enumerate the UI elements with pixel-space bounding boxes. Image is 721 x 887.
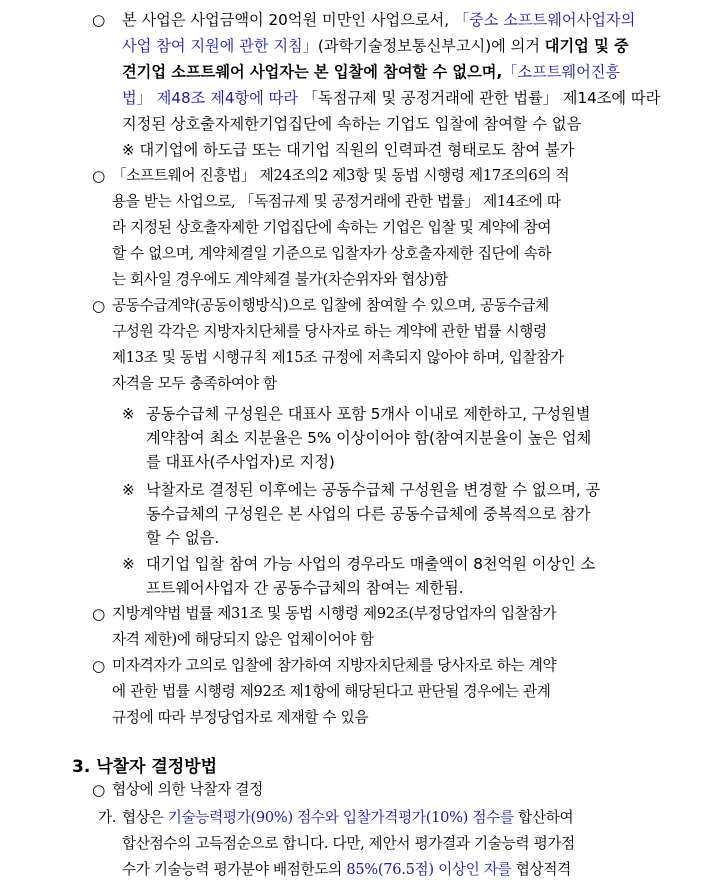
bullet-1-line-5: [122, 114, 581, 134]
bullet-1-note: ※ 대기업에 하도급 또는 대기업 직원의 인력파견 형태로도 참여 불가: [122, 141, 575, 159]
text-run: 협상은: [122, 809, 168, 826]
section-heading: 3. 낙찰자 결정방법: [72, 757, 218, 777]
bullet-5-line-1: 미자격자가 고의로 입찰에 참가하여 지방자치단체를 당사자로 하는 계약: [112, 657, 557, 674]
text-run: 「중소 소프트웨어사업자의: [453, 11, 636, 29]
text-run: 「독점규제 및 공정거래에 관한 법률」 제14조에 따라: [298, 89, 661, 107]
note-marker: ※: [122, 405, 135, 423]
bullet-3-line-2: 구성원 각각은 지방자치단체를 당사자로 하는 계약에 관한 법률 시행령: [112, 323, 547, 340]
bullet-4-line-1: 지방계약법 법률 제31조 및 동법 시행령 제92조(부정당업자의 입찰참가: [112, 605, 557, 622]
bullet-2-line-3: 라 지정된 상호출자제한 기업집단에 속하는 기업은 입찰 및 계약에 참여: [112, 219, 552, 236]
bullet-2-line-5: 는 회사일 경우에도 계약체결 불가(차순위자와 협상)함: [112, 271, 449, 288]
bullet-1-line-4: [122, 88, 660, 108]
text-run: 85%(76.5점) 이상인 자를: [346, 861, 512, 878]
text-run: 대기업 및 중: [544, 37, 629, 55]
note-2-line-2: 동수급체의 구성원은 본 사업의 다른 공동수급체에 중복적으로 참가: [146, 505, 591, 523]
bullet-2-line-2: 용을 받는 사업으로, 「독점규제 및 공정거래에 관한 법률」 제14조에 따: [112, 193, 561, 210]
note-3-line-2: 프트웨어사업자 간 공동수급체의 참여는 제한됨.: [146, 579, 464, 597]
bullet-marker: ○: [92, 11, 106, 29]
note-1-line-2: 계약참여 최소 지분율은 5% 이상이어야 함(참여지분율이 높은 업체: [146, 429, 592, 447]
text-run: (과학기술정보통신부고시)에 의거: [317, 37, 545, 55]
bullet-3-line-4: 자격을 모두 충족하여야 함: [112, 375, 277, 392]
note-3-line-1: 대기업 입찰 참여 가능 사업의 경우라도 매출액이 8천억원 이상인 소: [146, 555, 596, 573]
note-2-line-1: 낙찰자로 결정된 이후에는 공동수급체 구성원을 변경할 수 없으며, 공: [146, 481, 601, 499]
text-run: 지정된 상호출자제한기업집단에 속하는 기업도 입찰에 참여할 수 없음: [122, 115, 582, 133]
bullet-1-line-1: [122, 10, 635, 30]
bullet-marker: ○: [92, 167, 106, 185]
bullet-2-line-1: 「소프트웨어 진흥법」 제24조의2 제3항 및 동법 시행령 제17조의6의 적: [112, 167, 570, 184]
bullet-1-line-3: [122, 62, 620, 82]
bullet-marker: ○: [92, 605, 106, 623]
text-run: 합산하여: [513, 809, 574, 826]
text-run: 견기업 소프트웨어 사업자는 본 입찰에 참여할 수 없으며,: [122, 63, 503, 81]
bullet-3-line-3: 제13조 및 동법 시행규칙 제15조 규정에 저촉되지 않아야 하며, 입찰참가: [112, 349, 564, 366]
section-sub-bullet: 협상에 의한 낙찰자 결정: [112, 781, 263, 798]
item-ga-line-2: 합산점수의 고득점순으로 합니다. 다만, 제안서 평가결과 기술능력 평가점: [122, 835, 575, 852]
bullet-5-line-3: 규정에 따라 부정당업자로 제재할 수 있음: [112, 709, 369, 726]
item-label-ga: 가.: [98, 809, 117, 826]
bullet-marker: ○: [92, 297, 106, 315]
item-ga-line-3: [122, 860, 571, 880]
text-run: 「소프트웨어진흥: [502, 63, 621, 81]
text-run: 수가 기술능력 평가분야 배점한도의: [122, 861, 347, 878]
text-run: 협상적격: [511, 861, 571, 878]
bullet-marker: ○: [92, 781, 106, 799]
bullet-4-line-2: 자격 제한)에 해당되지 않은 업체이어야 함: [112, 631, 374, 648]
note-1-line-1: 공동수급체 구성원은 대표사 포함 5개사 이내로 제한하고, 구성원별: [146, 405, 591, 423]
note-1-line-3: 를 대표사(주사업자)로 지정): [146, 453, 335, 471]
text-run: 본 사업은 사업금액이 20억원 미만인 사업으로서,: [122, 11, 454, 29]
note-marker: ※: [122, 555, 135, 573]
bullet-2-line-4: 할 수 없으며, 계약체결일 기준으로 입찰자가 상호출자제한 집단에 속하: [112, 245, 552, 262]
note-2-line-3: 할 수 없음.: [146, 529, 220, 547]
text-run: 사업 참여 지원에 관한 지침」: [122, 37, 318, 55]
text-run: 법」 제48조 제4항에 따라: [122, 89, 299, 107]
text-run: 기술능력평가(90%) 점수와 입찰가격평가(10%) 점수를: [167, 809, 514, 826]
bullet-5-line-2: 에 관한 법률 시행령 제92조 제1항에 해당된다고 판단될 경우에는 관계: [112, 683, 551, 700]
note-marker: ※: [122, 481, 135, 499]
item-ga-line-1: [122, 808, 573, 828]
bullet-marker: ○: [92, 657, 106, 675]
bullet-1-line-2: [122, 36, 629, 56]
bullet-3-line-1: 공동수급계약(공동이행방식)으로 입찰에 참여할 수 있으며, 공동수급체: [112, 297, 549, 314]
